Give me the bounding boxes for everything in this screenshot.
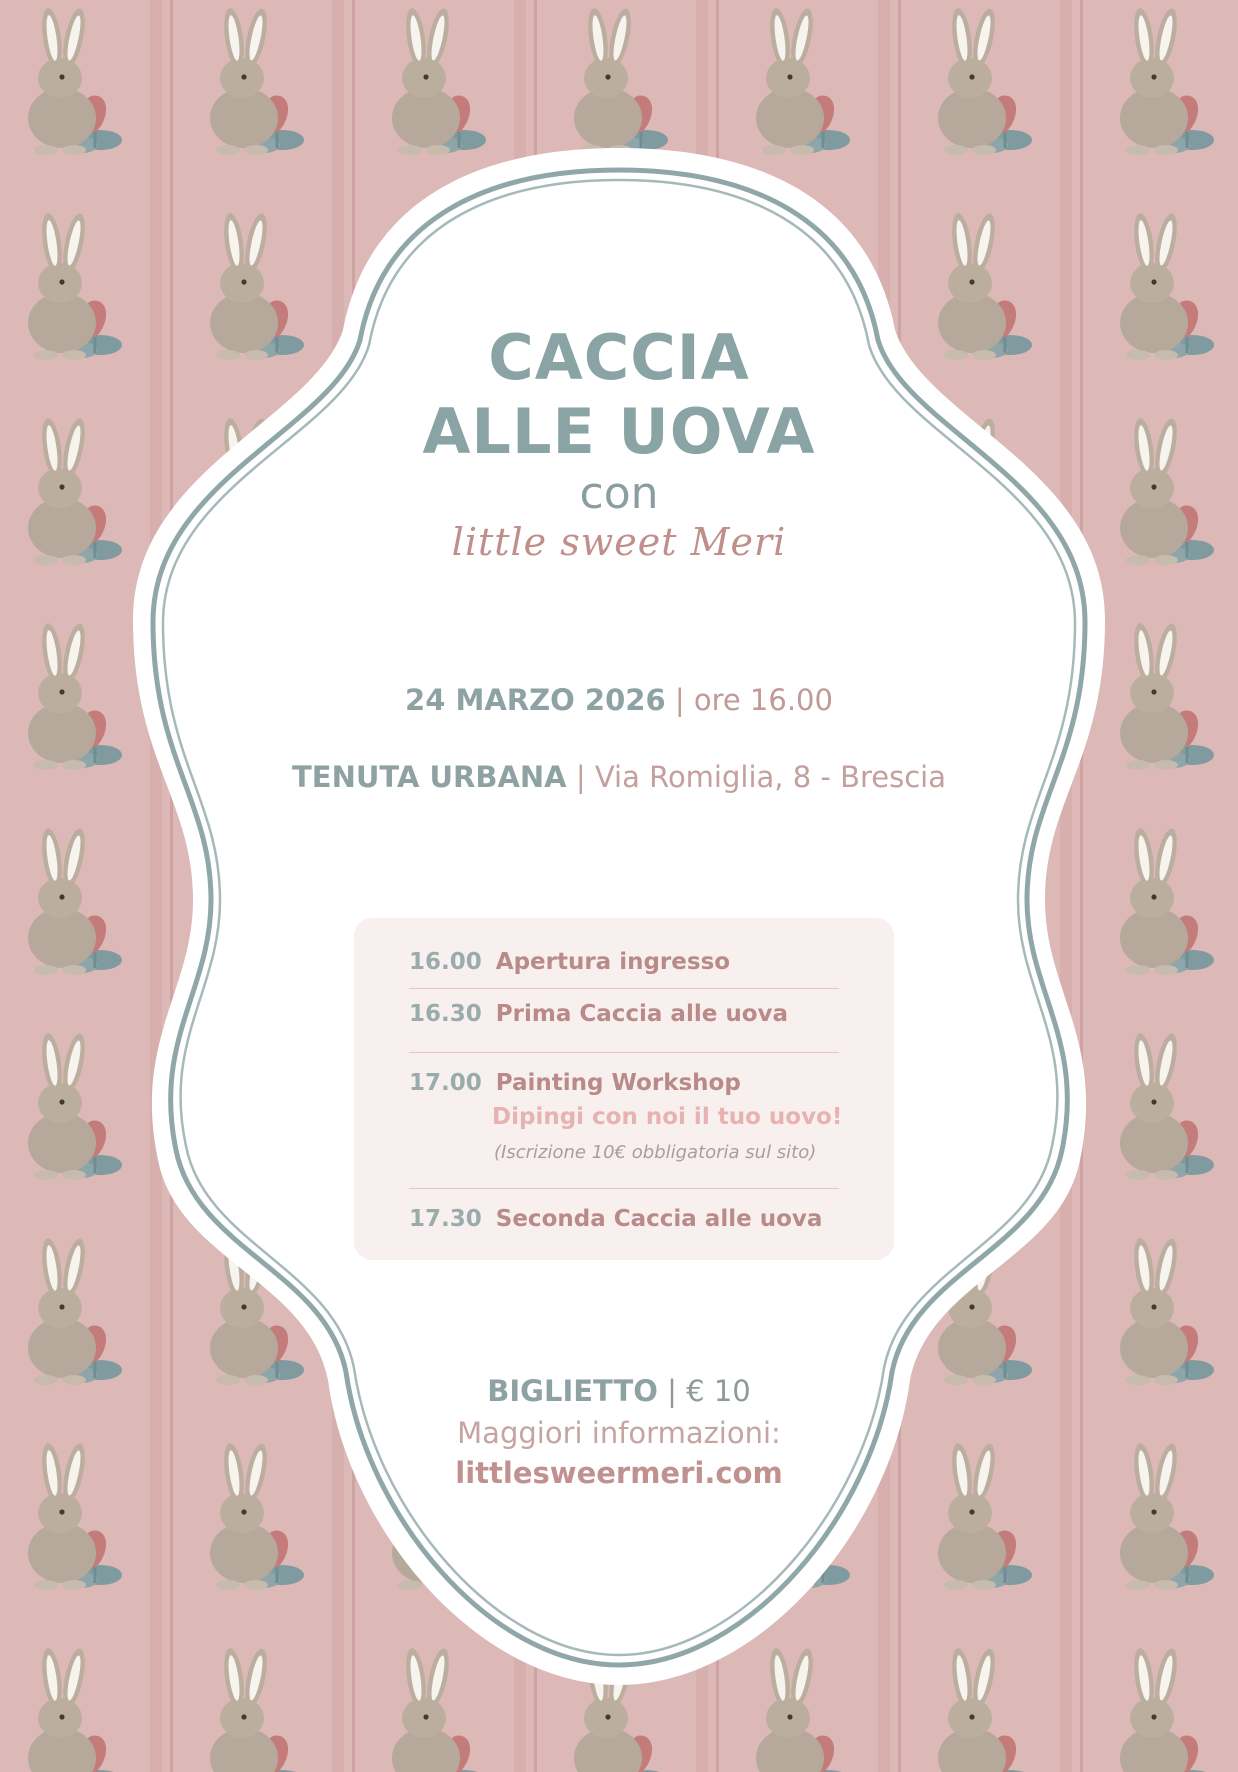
schedule-divider bbox=[409, 1052, 839, 1053]
schedule-subtitle: Dipingi con noi il tuo uovo! bbox=[492, 1104, 843, 1130]
title-line-1: CACCIA bbox=[488, 321, 750, 394]
schedule-time: 17.30 bbox=[409, 1206, 482, 1232]
brand-logo: little sweet Meri bbox=[451, 520, 787, 564]
ticket-separator: | bbox=[667, 1374, 677, 1408]
title-line-2: ALLE UOVA bbox=[422, 395, 816, 468]
website-link[interactable]: littlesweermeri.com bbox=[455, 1456, 783, 1490]
ticket-label: BIGLIETTO bbox=[487, 1374, 658, 1408]
schedule-time: 17.00 bbox=[409, 1070, 482, 1096]
ticket-price: € 10 bbox=[686, 1374, 751, 1408]
date-separator: | bbox=[674, 683, 685, 717]
schedule-item bbox=[409, 1070, 839, 1096]
ticket-line bbox=[0, 1374, 1238, 1408]
venue-separator: | bbox=[575, 760, 586, 794]
schedule-time: 16.30 bbox=[409, 1001, 482, 1027]
schedule-item bbox=[409, 1206, 839, 1232]
schedule-item bbox=[409, 949, 839, 975]
event-venue-line bbox=[0, 760, 1238, 794]
event-date-line bbox=[0, 683, 1238, 717]
schedule-label: Prima Caccia alle uova bbox=[495, 1001, 789, 1027]
schedule-divider bbox=[409, 988, 839, 989]
schedule-label: Seconda Caccia alle uova bbox=[495, 1206, 823, 1232]
schedule-label: Apertura ingresso bbox=[495, 949, 731, 975]
schedule-time: 16.00 bbox=[409, 949, 482, 975]
event-venue: TENUTA URBANA bbox=[292, 760, 567, 794]
title-con: con bbox=[579, 468, 659, 519]
info-label: Maggiori informazioni: bbox=[457, 1416, 781, 1450]
schedule-note: (Iscrizione 10€ obbligatoria sul sito) bbox=[494, 1142, 817, 1163]
event-address: Via Romiglia, 8 - Brescia bbox=[594, 760, 946, 794]
schedule-label: Painting Workshop bbox=[495, 1070, 741, 1096]
schedule-item bbox=[409, 1001, 839, 1027]
schedule-divider bbox=[409, 1188, 839, 1189]
event-date: 24 MARZO 2026 bbox=[405, 683, 666, 717]
event-time: ore 16.00 bbox=[693, 683, 833, 717]
schedule-card bbox=[354, 918, 894, 1260]
